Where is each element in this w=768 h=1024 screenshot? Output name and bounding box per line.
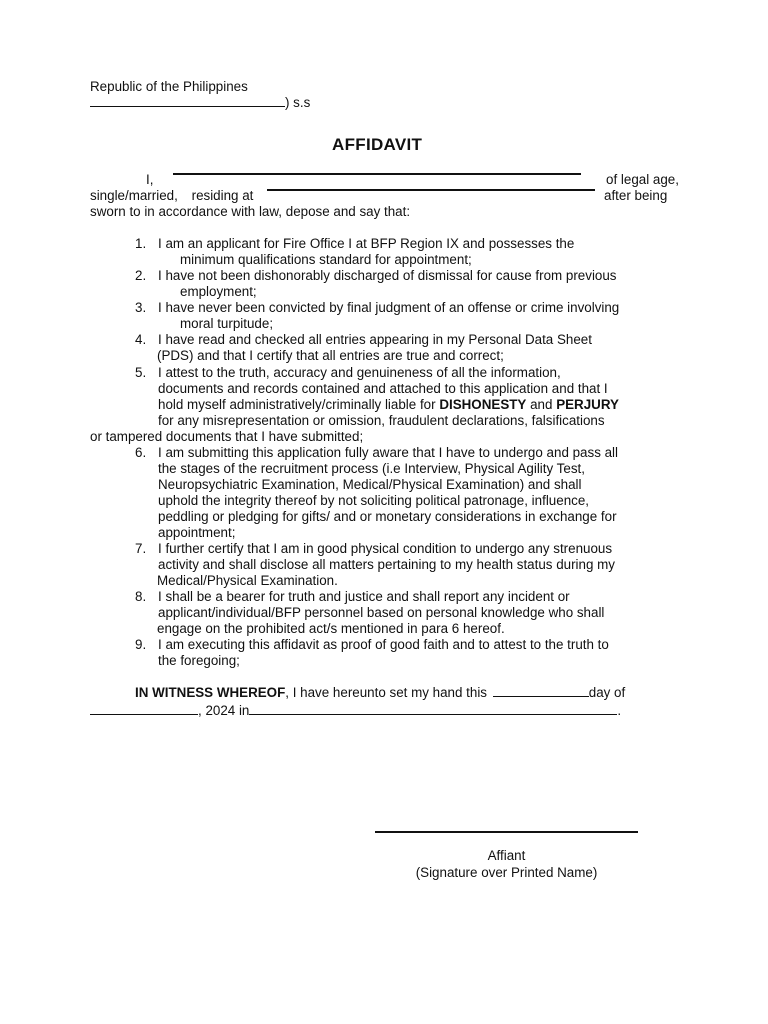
list-item-2 (135, 268, 678, 300)
list-item-9 (135, 637, 678, 669)
intro-line-2 (90, 188, 679, 203)
item-text: engage on the prohibited act/s mentioned in para 6 hereof. (157, 621, 505, 636)
item-text: I am an applicant for Fire Office I at BFP Region IX and possesses the (158, 236, 575, 251)
list-item-4 (135, 332, 678, 364)
witness-line-2 (90, 703, 621, 718)
list-item-8 (135, 589, 678, 637)
country-heading: Republic of the Philippines (90, 79, 248, 94)
intro-i: I, (146, 172, 154, 187)
item-text: I shall be a bearer for truth and justice and shall report any incident or (158, 589, 570, 604)
intro-of-legal-age: of legal age, (606, 172, 679, 187)
intro-line-1 (146, 172, 679, 187)
item-text: Neuropsychiatric Examination, Medical/Physical Examination) and shall (158, 477, 582, 492)
item-number: 2. (135, 268, 147, 283)
day-of-label: day of (588, 685, 626, 700)
perjury-emphasis: PERJURY (556, 397, 619, 412)
list-item-7 (135, 541, 678, 589)
item-text: I further certify that I am in good physical condition to undergo any strenuous (158, 541, 613, 556)
item-number: 7. (135, 541, 147, 556)
item-text: I have read and checked all entries appearing in my Personal Data Sheet (158, 332, 592, 347)
item-text: activity and shall disclose all matters pertaining to my health status during my (158, 557, 615, 572)
name-blank[interactable] (173, 172, 581, 175)
item-number: 3. (135, 300, 147, 315)
venue-blank[interactable] (90, 105, 285, 107)
list-item-3 (135, 300, 678, 332)
item-number: 4. (135, 332, 147, 347)
item-text: the foregoing; (158, 653, 240, 668)
place-blank[interactable] (249, 713, 617, 715)
item-text: appointment; (158, 525, 236, 540)
period: . (617, 703, 622, 718)
intro-line-3: sworn to in accordance with law, depose and say that: (90, 204, 411, 219)
ss-label: ) s.s (285, 95, 311, 110)
year-label: , 2024 in (198, 703, 250, 718)
witness-text: , I have hereunto set my hand this (285, 685, 488, 700)
item-number: 5. (135, 365, 147, 380)
item-text: applicant/individual/BFP personnel based on personal knowledge who shall (158, 605, 605, 620)
item-text: minimum qualifications standard for appointment; (180, 252, 472, 267)
list-item-6 (135, 445, 678, 541)
item-number: 9. (135, 637, 147, 652)
list-item-1 (135, 236, 678, 268)
item-text: I have never been convicted by final judgment of an offense or crime involving (158, 300, 620, 315)
item-text: peddling or pledging for gifts/ and or monetary considerations in exchange for (158, 509, 617, 524)
list-item-5 (135, 365, 678, 429)
item-text: uphold the integrity thereof by not soliciting political patronage, influence, (158, 493, 590, 508)
venue-line (90, 95, 310, 110)
item-text: I am executing this affidavit as proof of good faith and to attest to the truth to (158, 637, 609, 652)
item-text: the stages of the recruitment process (i.e Interview, Physical Agility Test, (158, 461, 585, 476)
intro-residing: residing at (191, 188, 254, 203)
item-text: for any misrepresentation or omission, fraudulent declarations, falsifications (158, 413, 605, 428)
item-text: I attest to the truth, accuracy and genuineness of all the information, (158, 365, 561, 380)
item-text: documents and records contained and attached to this application and that I (158, 381, 608, 396)
item-text: moral turpitude; (180, 316, 274, 331)
residence-blank[interactable] (267, 188, 595, 191)
item-text: Medical/Physical Examination. (157, 573, 338, 588)
item-number: 6. (135, 445, 147, 460)
month-blank[interactable] (90, 713, 198, 715)
item-text: (PDS) and that I certify that all entries are true and correct; (157, 348, 504, 363)
item-text: I am submitting this application fully aware that I have to undergo and pass all (158, 445, 619, 460)
dishonesty-emphasis: DISHONESTY (439, 397, 527, 412)
day-blank[interactable] (493, 695, 589, 697)
signature-line[interactable] (375, 831, 638, 833)
item-5-tail: or tampered documents that I have submitted; (90, 429, 364, 444)
item-number: 1. (135, 236, 147, 251)
witness-heading: IN WITNESS WHEREOF (135, 685, 286, 700)
witness-line-1 (135, 685, 625, 700)
item-text: hold myself administratively/criminally liable for DISHONESTY and PERJURY (158, 397, 619, 412)
signature-caption: (Signature over Printed Name) (415, 865, 598, 880)
after-being-label: after being (604, 188, 668, 203)
item-text: I have not been dishonorably discharged of dismissal for cause from previous (158, 268, 617, 283)
document-title: AFFIDAVIT (332, 135, 423, 154)
affiant-label: Affiant (487, 848, 526, 863)
item-text: employment; (180, 284, 257, 299)
intro-status: single/married, (90, 188, 178, 203)
item-number: 8. (135, 589, 147, 604)
